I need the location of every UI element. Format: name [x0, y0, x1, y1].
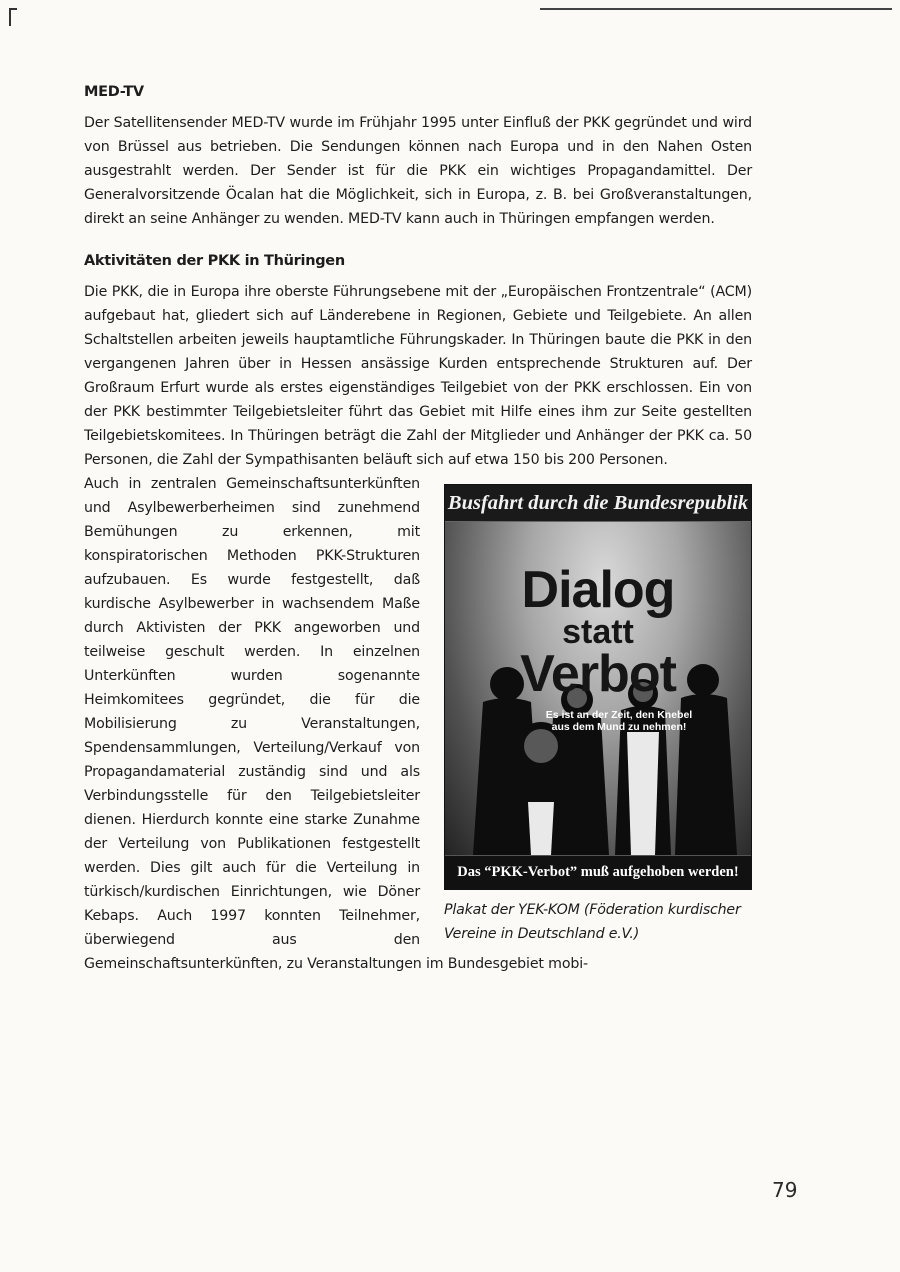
- paragraph-asylum-activities: Auch in zentralen Gemeinschaftsunterkünften und Asylbewerberheimen sind zunehmend Bemühungen zu erkennen, mit konspiratorischen Methoden PKK-Strukturen aufzubauen. Es wurde festgestellt, daß kurdische Asylbewerber in wachsendem Maße durch Aktivisten der PKK angeworben und teilweise geschult werden. In einzelnen Unterkünften wurden sogenannte Heimkomitees gegründet, die für die Mobilisierung zu Veranstaltungen, Spendensammlungen, Verteilung/Verkauf von Propagandamaterial zuständig sind und als Verbindungsstelle für den Teilgebietsleiter dienen. Hierdurch konnte eine starke Zunahme der Verteilung von Publikationen festgestellt werden. Dies gilt auch für die Verteilung in türkisch/kurdischen Einrichtungen, wie Döner Kebaps. Auch 1997 konnten Teilnehmer, überwiegend aus den Gemeinschaftsunterkünften, zu Veranstaltungen im Bundesgebiet mobi-: [84, 476, 588, 972]
- poster-title-dialog: Dialog: [521, 561, 675, 619]
- paragraph-med-tv: Der Satellitensender MED-TV wurde im Frühjahr 1995 unter Einfluß der PKK gegründet und wird von Brüssel aus betrieben. Die Sendungen können nach Europa und in den Nahen Osten ausgestrahlt werden. Der Sender ist für die PKK ein wichtiges Propagandamittel. Der Generalvorsitzende Öcalan hat die Möglichkeit, sich in Europa, z. B. bei Großveranstaltungen, direkt an seine Anhänger zu wenden. MED-TV kann auch in Thüringen empfangen werden.: [84, 115, 752, 227]
- page-content: [84, 84, 752, 976]
- poster-figure: [444, 484, 752, 946]
- section-heading-med-tv: MED-TV: [84, 84, 144, 100]
- poster-header: Busfahrt durch die Bundesrepublik: [445, 485, 751, 522]
- poster-footer: Das “PKK-Verbot” muß aufgehoben werden!: [445, 855, 751, 889]
- poster-title-verbot: Verbot: [520, 645, 676, 703]
- poster-subtitle-line-1: Es ist an der Zeit, den Knebel: [545, 709, 693, 721]
- poster-subtitle: [529, 709, 709, 733]
- section-heading-pkk-activities: Aktivitäten der PKK in Thüringen: [84, 253, 345, 269]
- poster-image: [444, 484, 752, 890]
- poster-subtitle-line-2: aus dem Mund zu nehmen!: [551, 721, 687, 733]
- poster-caption: Plakat der YEK-KOM (Föderation kurdischer Vereine in Deutschland e.V.): [444, 902, 741, 942]
- crop-mark-horizontal: [9, 8, 17, 10]
- poster-photo: [445, 522, 751, 855]
- paragraph-pkk-structure: Die PKK, die in Europa ihre oberste Führungsebene mit der „Europäischen Frontzentrale“ (ACM) aufgebaut hat, gliedert sich auf Länderebene in Regionen, Gebiete und Teilgebiete. An allen Schaltstellen arbeiten jeweils hauptamtliche Führungskader. In Thüringen baute die PKK in den vergangenen Jahren über in Hessen ansässige Kurden entsprechende Strukturen auf. Der Großraum Erfurt wurde als erstes eigenständiges Teilgebiet von der PKK erschlossen. Ein von der PKK bestimmter Teilgebietsleiter führt das Gebiet mit Hilfe eines ihm zur Seite gestellten Teilgebietskomitees. In Thüringen beträgt die Zahl der Mitglieder und Anhänger der PKK ca. 50 Personen, die Zahl der Sympathisanten beläuft sich auf etwa 150 bis 200 Personen.: [84, 284, 752, 468]
- page-number: 79: [772, 1178, 798, 1202]
- crop-mark-vertical: [9, 8, 11, 26]
- header-rule: [540, 8, 892, 10]
- poster-title-statt: statt: [562, 613, 634, 651]
